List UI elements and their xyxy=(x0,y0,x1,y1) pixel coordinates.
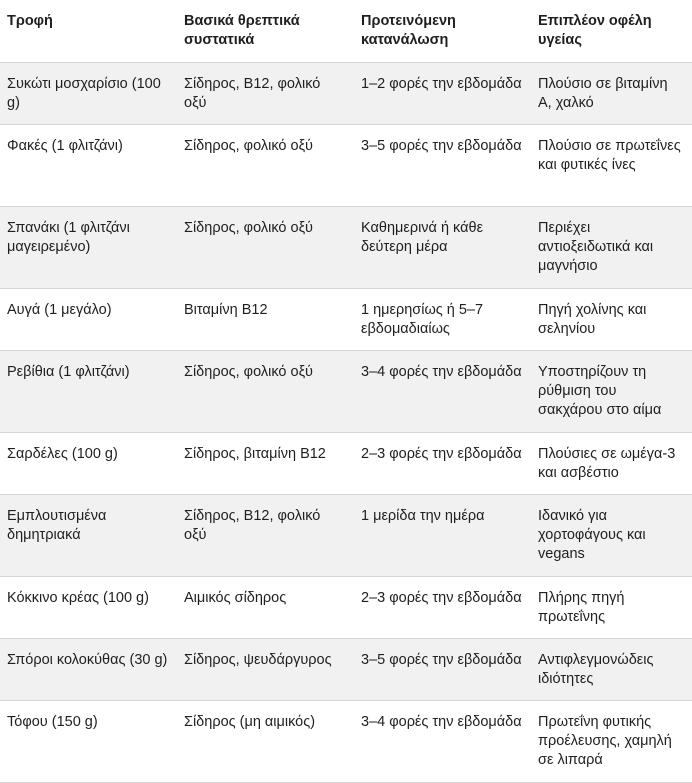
cell-consumption: 2–3 φορές την εβδομάδα xyxy=(354,577,531,639)
table-row xyxy=(0,433,692,495)
cell-consumption: 3–5 φορές την εβδομάδα xyxy=(354,639,531,701)
cell-nutrients: Βιταμίνη B12 xyxy=(177,289,354,351)
cell-food: Αυγά (1 μεγάλο) xyxy=(0,289,177,351)
header-consumption: Προτεινόμενη κατανάλωση xyxy=(354,0,531,63)
cell-nutrients: Σίδηρος, ψευδάργυρος xyxy=(177,639,354,701)
table-row xyxy=(0,289,692,351)
header-nutrients: Βασικά θρεπτικά συστατικά xyxy=(177,0,354,63)
cell-nutrients: Σίδηρος, φολικό οξύ xyxy=(177,351,354,433)
cell-benefits: Πρωτεΐνη φυτικής προέλευσης, χαμηλή σε λιπαρά xyxy=(531,701,692,783)
cell-consumption: 3–5 φορές την εβδομάδα xyxy=(354,125,531,207)
table-row xyxy=(0,495,692,577)
cell-benefits: Πλούσιο σε βιταμίνη A, χαλκό xyxy=(531,63,692,125)
cell-benefits: Αντιφλεγμονώδεις ιδιότητες xyxy=(531,639,692,701)
cell-nutrients: Σίδηρος, B12, φολικό οξύ xyxy=(177,495,354,577)
cell-benefits: Πηγή χολίνης και σεληνίου xyxy=(531,289,692,351)
table-row xyxy=(0,577,692,639)
table-row xyxy=(0,639,692,701)
cell-nutrients: Αιμικός σίδηρος xyxy=(177,577,354,639)
cell-food: Συκώτι μοσχαρίσιο (100 g) xyxy=(0,63,177,125)
cell-consumption: 3–4 φορές την εβδομάδα xyxy=(354,351,531,433)
cell-food: Ρεβίθια (1 φλιτζάνι) xyxy=(0,351,177,433)
cell-benefits: Πλούσιες σε ωμέγα-3 και ασβέστιο xyxy=(531,433,692,495)
cell-nutrients: Σίδηρος, φολικό οξύ xyxy=(177,125,354,207)
table-row xyxy=(0,63,692,125)
cell-food: Σαρδέλες (100 g) xyxy=(0,433,177,495)
cell-nutrients: Σίδηρος, βιταμίνη B12 xyxy=(177,433,354,495)
cell-consumption: 1–2 φορές την εβδομάδα xyxy=(354,63,531,125)
cell-food: Σπόροι κολοκύθας (30 g) xyxy=(0,639,177,701)
cell-nutrients: Σίδηρος, φολικό οξύ xyxy=(177,207,354,289)
cell-benefits: Υποστηρίζουν τη ρύθμιση του σακχάρου στο αίμα xyxy=(531,351,692,433)
cell-nutrients: Σίδηρος, B12, φολικό οξύ xyxy=(177,63,354,125)
table-row xyxy=(0,351,692,433)
cell-consumption: 3–4 φορές την εβδομάδα xyxy=(354,701,531,783)
table-row xyxy=(0,125,692,207)
cell-food: Τόφου (150 g) xyxy=(0,701,177,783)
cell-consumption: Καθημερινά ή κάθε δεύτερη μέρα xyxy=(354,207,531,289)
cell-food: Κόκκινο κρέας (100 g) xyxy=(0,577,177,639)
cell-benefits: Πλήρης πηγή πρωτεΐνης xyxy=(531,577,692,639)
cell-food: Σπανάκι (1 φλιτζάνι μαγειρεμένο) xyxy=(0,207,177,289)
cell-food: Φακές (1 φλιτζάνι) xyxy=(0,125,177,207)
table-row xyxy=(0,207,692,289)
cell-consumption: 1 μερίδα την ημέρα xyxy=(354,495,531,577)
table-row xyxy=(0,701,692,783)
cell-food: Εμπλουτισμένα δημητριακά xyxy=(0,495,177,577)
header-food: Τροφή xyxy=(0,0,177,63)
cell-benefits: Ιδανικό για χορτοφάγους και vegans xyxy=(531,495,692,577)
cell-benefits: Περιέχει αντιοξειδωτικά και μαγνήσιο xyxy=(531,207,692,289)
cell-nutrients: Σίδηρος (μη αιμικός) xyxy=(177,701,354,783)
header-row xyxy=(0,0,692,63)
cell-benefits: Πλούσιο σε πρωτεΐνες και φυτικές ίνες xyxy=(531,125,692,207)
cell-consumption: 1 ημερησίως ή 5–7 εβδομαδιαίως xyxy=(354,289,531,351)
header-benefits: Επιπλέον οφέλη υγείας xyxy=(531,0,692,63)
cell-consumption: 2–3 φορές την εβδομάδα xyxy=(354,433,531,495)
